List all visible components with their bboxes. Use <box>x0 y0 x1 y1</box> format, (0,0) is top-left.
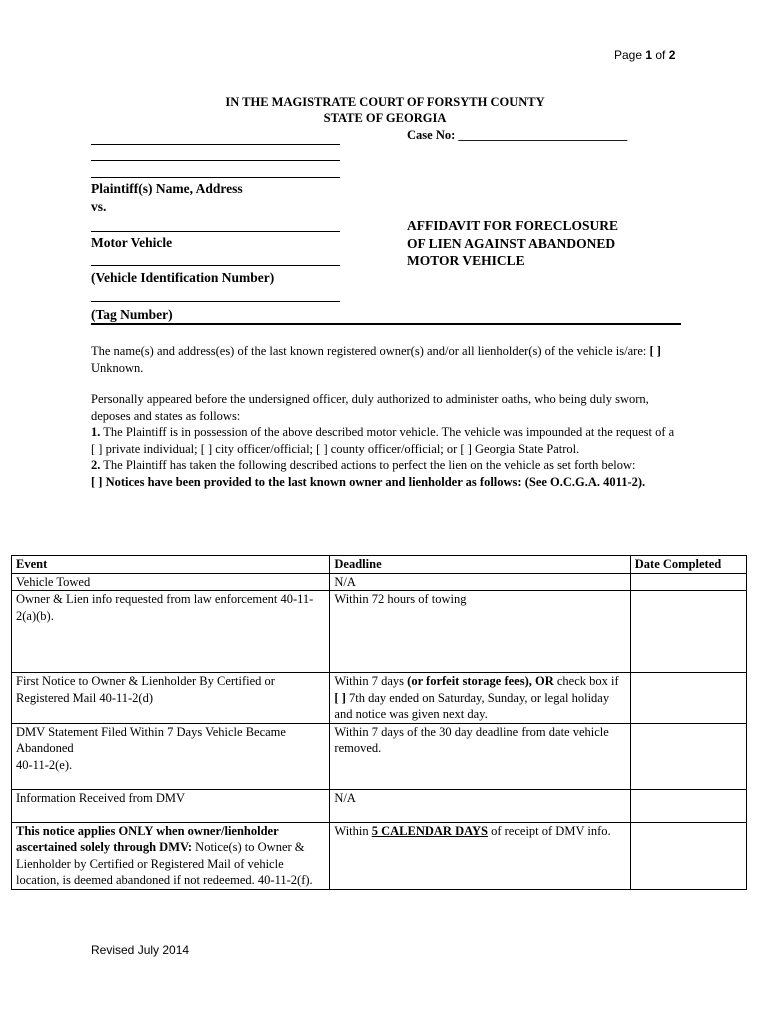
deadline-cell: Within 5 CALENDAR DAYS of receipt of DMV info. <box>330 822 630 889</box>
deadline-cell: N/A <box>330 789 630 822</box>
caption-divider <box>91 323 681 325</box>
item-1: 1. The Plaintiff is in possession of the above described motor vehicle. The vehicle was impounded at the request of a [ ] private individual; [ ] city officer/official; [ ] county officer/official; or [ ] Georgia State Patrol. <box>91 425 675 456</box>
owners-paragraph: The name(s) and address(es) of the last known registered owner(s) and/or all lienholder(s) of the vehicle is/are: [ ] Unknown. <box>91 344 661 375</box>
versus-label: vs. <box>91 199 107 214</box>
case-number[interactable]: Case No: ___________________________ <box>407 128 628 142</box>
court-state: STATE OF GEORGIA <box>323 111 447 125</box>
plaintiff-line-3[interactable] <box>91 177 340 178</box>
appeared-text: Personally appeared before the undersigned officer, duly authorized to administer oaths, who being duly sworn, deposes and states as follows: <box>91 392 649 423</box>
court-name: IN THE MAGISTRATE COURT OF FORSYTH COUNTY <box>225 95 545 109</box>
deadline-cell: Within 7 days of the 30 day deadline from date vehicle removed. <box>330 723 630 789</box>
header-event: Event <box>12 556 330 574</box>
event-cell: DMV Statement Filed Within 7 Days Vehicle Became Abandoned 40-11-2(e). <box>12 723 330 789</box>
date-completed-cell[interactable] <box>630 591 746 673</box>
deadline-cell: N/A <box>330 573 630 591</box>
table-row <box>12 673 747 724</box>
item-2: 2. The Plaintiff has taken the following described actions to perfect the lien on the vehicle as set forth below: <box>91 458 636 472</box>
page-number: Page 1 of 2 <box>614 48 676 62</box>
date-completed-cell[interactable] <box>630 723 746 789</box>
events-table <box>11 555 747 890</box>
event-cell: First Notice to Owner & Lienholder By Certified or Registered Mail 40-11-2(d) <box>12 673 330 724</box>
title-line-3: MOTOR VEHICLE <box>407 253 525 268</box>
date-completed-cell[interactable] <box>630 789 746 822</box>
title-line-1: AFFIDAVIT FOR FORECLOSURE <box>407 218 619 233</box>
plaintiff-line-2[interactable] <box>91 160 340 161</box>
table-row <box>12 822 747 889</box>
date-completed-cell[interactable] <box>630 673 746 724</box>
table-row <box>12 723 747 789</box>
tag-line[interactable] <box>91 301 340 302</box>
event-cell: Owner & Lien info requested from law enforcement 40-11-2(a)(b). <box>12 591 330 673</box>
vehicle-line[interactable] <box>91 231 340 232</box>
notices-statement: [ ] Notices have been provided to the last known owner and lienholder as follows: (See O.C.G.A. 4011-2). <box>91 474 646 489</box>
date-completed-cell[interactable] <box>630 573 746 591</box>
header-deadline: Deadline <box>330 556 630 574</box>
sworn-statement <box>91 391 681 490</box>
table-row <box>12 789 747 822</box>
table-row <box>12 573 747 591</box>
event-cell: Information Received from DMV <box>12 789 330 822</box>
table-row <box>12 591 747 673</box>
plaintiff-line-1[interactable] <box>91 144 340 145</box>
weekend-checkbox[interactable]: [ ] <box>334 690 346 705</box>
motor-vehicle-label: Motor Vehicle <box>91 235 173 250</box>
revision-footer: Revised July 2014 <box>91 943 190 957</box>
table-header-row <box>12 556 747 574</box>
plaintiff-label: Plaintiff(s) Name, Address <box>91 181 243 196</box>
unknown-checkbox[interactable]: [ ] <box>649 344 661 358</box>
event-cell: This notice applies ONLY when owner/lienholder ascertained solely through DMV: Notice(s) to Owner & Lienholder by Certified or Registered Mail of vehicle location, is deemed abandoned if not redeemed. 40-11-2(f). <box>12 822 330 889</box>
header-date-completed: Date Completed <box>630 556 746 574</box>
title-line-2: OF LIEN AGAINST ABANDONED <box>407 235 616 251</box>
deadline-cell: Within 7 days (or forfeit storage fees), OR check box if [ ] 7th day ended on Saturday, Sunday, or legal holiday and notice was given next day. <box>330 673 630 724</box>
vin-line[interactable] <box>91 265 340 266</box>
event-cell: Vehicle Towed <box>12 573 330 591</box>
date-completed-cell[interactable] <box>630 822 746 889</box>
tag-label: (Tag Number) <box>91 307 173 322</box>
document-title <box>407 217 677 270</box>
vin-label: (Vehicle Identification Number) <box>91 270 275 285</box>
deadline-cell: Within 72 hours of towing <box>330 591 630 673</box>
